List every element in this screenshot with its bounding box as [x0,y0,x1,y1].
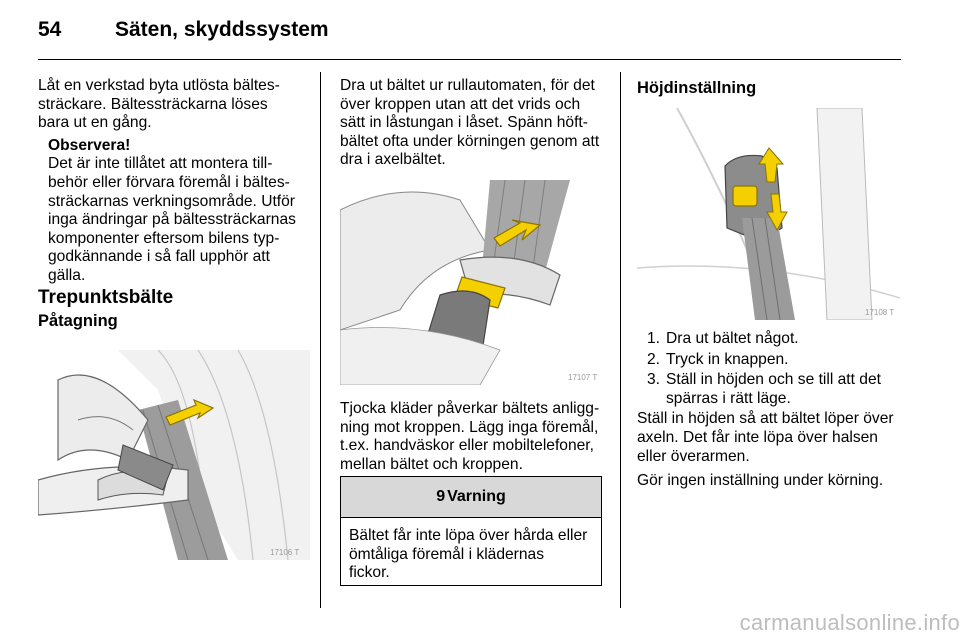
warning-title: Varning [447,488,506,505]
column-1 [38,77,310,332]
list-item: 1. Dra ut bältet något. [646,330,799,347]
column-2-lower [340,400,610,474]
steps-list [637,330,907,408]
watermark: carmanualsonline.info [739,610,960,635]
intro-text: Låt en verkstad byta utlösta bältes- sträckare. Bältessträckarna löses bara ut en gång. [38,77,280,132]
figure-buckle [340,180,602,385]
page-header [38,18,329,48]
figure-code: 17108 T [865,308,895,317]
height-text: Ställ in höjden så att bältet löper över axeln. Det får inte löpa över halsen eller överarmen. [637,410,894,465]
list-item: 3. Ställ in höjden och se till att det spärras i rätt läge. [646,371,881,407]
figure-code: 17107 T [568,373,598,382]
intro-text: Dra ut bältet ur rullautomaten, för det över kroppen utan att det vrids och sätt in låstungan i låset. Spänn höft- bältet ofta under körningen genom att dra i axelbältet. [340,77,600,169]
subsection-heading: Påtagning [38,311,118,330]
figure-code: 17106 T [270,548,300,557]
driving-text: Gör ingen inställning under körning. [637,472,884,490]
warning-body: Bältet får inte löpa över hårda eller ömtåliga föremål i klädernas fickor. [349,527,588,582]
warning-box [340,476,602,586]
column-3 [637,77,907,99]
page-number: 54 [38,18,62,41]
section-heading: Höjdinställning [637,79,757,97]
figure-belt-fastening [38,350,310,560]
page-title: Säten, skyddssystem [115,18,329,41]
column-2 [340,77,610,170]
figure-height-adjust [637,108,900,320]
note-body: Det är inte tillåtet att montera till- behör eller förvara föremål i bältes- sträckarnas verkningsområde. Utför inga ändringar på bältessträckarnas komponenter eftersom bilens typ- godkännande i så fall upphör att gälla. [48,155,296,284]
section-heading: Trepunktsbälte [38,286,174,308]
column-3-lower [637,330,907,491]
note-title: Observera! [48,136,131,154]
list-item: 2. Tryck in knappen. [646,350,789,368]
clothing-text: Tjocka kläder påverkar bältets anligg- ning mot kroppen. Lägg inga föremål, t.ex. handväskor eller mobiltelefoner, mellan bältet och kroppen. [340,400,600,473]
warning-header [341,477,601,518]
column-divider-2 [620,72,621,608]
column-divider-1 [320,72,321,608]
warning-icon: 9 [436,488,446,505]
header-divider [38,59,901,60]
note-block [38,137,310,286]
